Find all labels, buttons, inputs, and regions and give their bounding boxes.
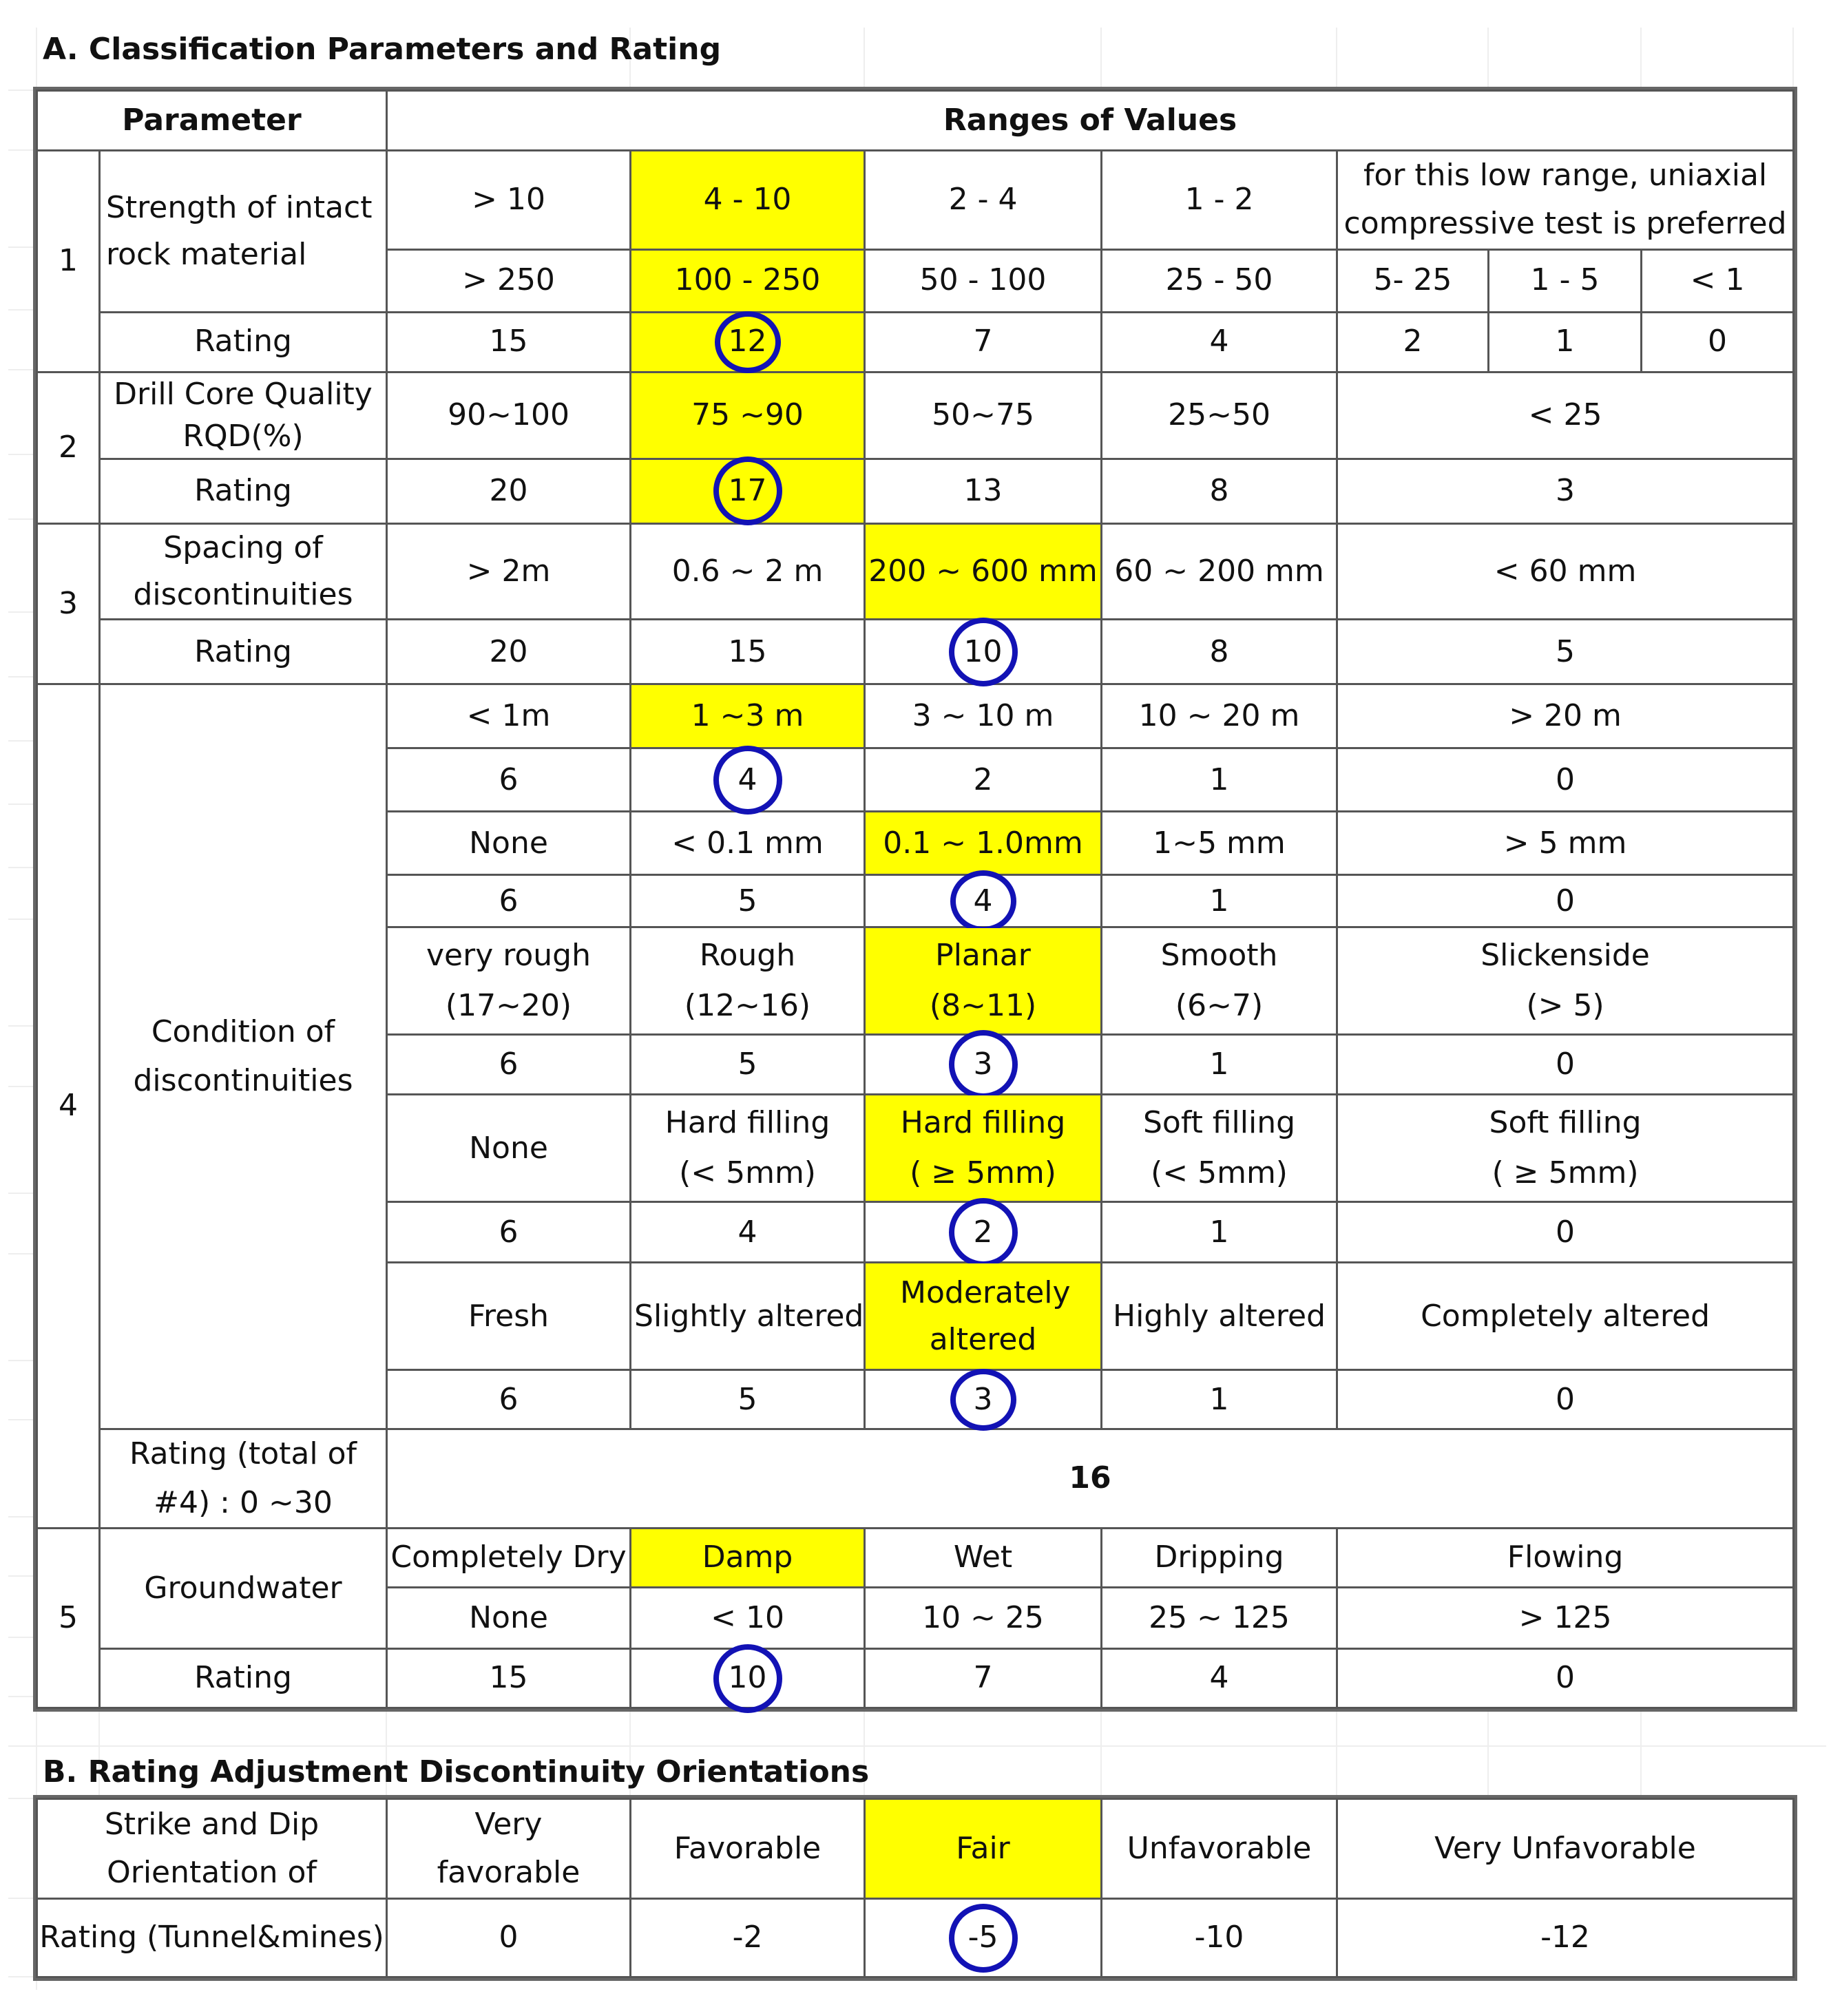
cell: 4 [631, 1202, 865, 1263]
cell-selected [631, 312, 865, 372]
total-row [37, 1429, 1794, 1529]
cell: 5- 25 [1337, 249, 1489, 312]
cell: < 10 [631, 1588, 865, 1649]
cell: 50~75 [865, 372, 1102, 459]
cell: 0 [1337, 1035, 1794, 1095]
selected-rating-circle: 4 [974, 876, 993, 927]
cell: 13 [865, 459, 1102, 523]
cell-selected: Fair [865, 1799, 1102, 1899]
param-number: 4 [37, 684, 100, 1529]
selected-rating-circle: 10 [729, 1653, 767, 1703]
cell-selected: 100 - 250 [631, 249, 865, 312]
cell-selected [865, 1095, 1102, 1202]
cell: 4 [1102, 1649, 1337, 1708]
cell: Dripping [1102, 1529, 1337, 1588]
cell: 1 [1102, 1370, 1337, 1429]
cell [1337, 927, 1794, 1035]
cell: 15 [387, 312, 631, 372]
cell: 1 - 2 [1102, 151, 1337, 250]
orientation-table [36, 1798, 1795, 1978]
cell: Very favorable [387, 1799, 631, 1899]
cell: 1 [1102, 1035, 1337, 1095]
cell-line: Soft filling [1489, 1105, 1642, 1141]
cell-selected [631, 748, 865, 812]
total-value: 16 [387, 1429, 1794, 1529]
cell-line: (17~20) [445, 987, 572, 1023]
param-number: 1 [37, 151, 100, 372]
cell: 5 [1337, 620, 1794, 684]
cell-line: Slickenside [1481, 938, 1650, 974]
cell-selected: Moderately altered [865, 1263, 1102, 1370]
cell: > 125 [1337, 1588, 1794, 1649]
cell-selected [631, 1649, 865, 1708]
cell: Unfavorable [1102, 1799, 1337, 1899]
cell: 1 - 5 [1489, 249, 1642, 312]
cell: Wet [865, 1529, 1102, 1588]
cell: > 250 [387, 249, 631, 312]
cell: 2 [865, 748, 1102, 812]
cell [631, 1095, 865, 1202]
cell: 25 ~ 125 [1102, 1588, 1337, 1649]
rating-row [37, 1649, 1794, 1708]
cell: 1 [1102, 875, 1337, 927]
cell: Favorable [631, 1799, 865, 1899]
cell-selected [865, 620, 1102, 684]
cell: None [387, 1588, 631, 1649]
cell: 0.6 ~ 2 m [631, 523, 865, 619]
param-number: 2 [37, 372, 100, 523]
cell: 8 [1102, 459, 1337, 523]
cell: > 2m [387, 523, 631, 619]
rating-row [37, 620, 1794, 684]
selected-rating-circle: 3 [974, 1040, 993, 1090]
cell: 20 [387, 459, 631, 523]
cell: > 5 mm [1337, 812, 1794, 875]
cell: 6 [387, 875, 631, 927]
cell-selected: 75 ~90 [631, 372, 865, 459]
rating-label: Rating [100, 459, 387, 523]
cell-line: (8~11) [929, 987, 1037, 1023]
rating-label: Rating [100, 312, 387, 372]
cell-selected [865, 1035, 1102, 1095]
cell: None [387, 1095, 631, 1202]
cell: 1~5 mm [1102, 812, 1337, 875]
cell: Fresh [387, 1263, 631, 1370]
cell: 10 ~ 20 m [1102, 684, 1337, 748]
cell [1102, 927, 1337, 1035]
param-name: Drill Core Quality RQD(%) [100, 372, 387, 459]
cell: < 1 [1642, 249, 1794, 312]
cell-line: Smooth [1160, 938, 1278, 974]
cell: 5 [631, 875, 865, 927]
note-cell: for this low range, uniaxial compressive test is preferred [1337, 151, 1794, 250]
cell: 10 ~ 25 [865, 1588, 1102, 1649]
cell-selected [865, 1370, 1102, 1429]
rating-label: Rating [100, 1649, 387, 1708]
cell: > 20 m [1337, 684, 1794, 748]
cell [1337, 1095, 1794, 1202]
cell-selected: 1 ~3 m [631, 684, 865, 748]
cell: Very Unfavorable [1337, 1799, 1794, 1899]
cell-line: Hard filling [665, 1105, 830, 1141]
cell: 2 - 4 [865, 151, 1102, 250]
cell: < 25 [1337, 372, 1794, 459]
cell-line: (> 5) [1526, 987, 1604, 1023]
cell: Flowing [1337, 1529, 1794, 1588]
cell-line: Soft filling [1143, 1105, 1296, 1141]
cell: -2 [631, 1899, 865, 1977]
cell: 1 [1102, 748, 1337, 812]
cell: 50 - 100 [865, 249, 1102, 312]
param-name: Groundwater [100, 1529, 387, 1649]
cell-selected [865, 927, 1102, 1035]
selected-rating-circle: 2 [974, 1208, 993, 1258]
cell: > 10 [387, 151, 631, 250]
cell: 0 [1337, 1649, 1794, 1708]
cell-selected: 0.1 ~ 1.0mm [865, 812, 1102, 875]
cell: Slightly altered [631, 1263, 865, 1370]
cell: -10 [1102, 1899, 1337, 1977]
total-label: Rating (total of #4) : 0 ~30 [100, 1429, 387, 1529]
cell-selected [865, 1899, 1102, 1977]
table-row [37, 372, 1794, 459]
cell: < 1m [387, 684, 631, 748]
cell [1102, 1095, 1337, 1202]
classification-table [36, 90, 1795, 1709]
cell-line: ( ≥ 5mm) [1492, 1155, 1639, 1190]
cell-selected: Damp [631, 1529, 865, 1588]
cell-selected: 200 ~ 600 mm [865, 523, 1102, 619]
rating-row [37, 312, 1794, 372]
cell-line: (12~16) [684, 987, 811, 1023]
cell: None [387, 812, 631, 875]
cell [631, 927, 865, 1035]
cell-line: ( ≥ 5mm) [910, 1155, 1056, 1190]
cell [387, 927, 631, 1035]
cell: Completely altered [1337, 1263, 1794, 1370]
selected-rating-circle: 17 [729, 466, 767, 516]
selected-rating-circle: 4 [738, 755, 757, 806]
cell-selected [865, 875, 1102, 927]
selected-rating-circle: 3 [974, 1375, 993, 1425]
cell: 90~100 [387, 372, 631, 459]
table-row [37, 523, 1794, 619]
rating-label: Rating (Tunnel&mines) [37, 1899, 387, 1977]
cell-line: (6~7) [1175, 987, 1264, 1023]
cell-selected [631, 459, 865, 523]
table-row [37, 684, 1794, 748]
cell: 0 [1642, 312, 1794, 372]
cell: 6 [387, 1202, 631, 1263]
rating-row [37, 1899, 1794, 1977]
rating-row [37, 459, 1794, 523]
table-header-row [37, 91, 1794, 151]
rating-label: Rating [100, 620, 387, 684]
cell: < 60 mm [1337, 523, 1794, 619]
cell: -12 [1337, 1899, 1794, 1977]
table-row [37, 1529, 1794, 1588]
table-row [37, 151, 1794, 250]
ranges-header: Ranges of Values [387, 91, 1794, 151]
cell: 5 [631, 1370, 865, 1429]
cell: 0 [387, 1899, 631, 1977]
cell: 0 [1337, 1370, 1794, 1429]
selected-rating-circle: 12 [729, 317, 767, 367]
cell-line: (< 5mm) [1151, 1155, 1288, 1190]
cell: 6 [387, 748, 631, 812]
cell: 60 ~ 200 mm [1102, 523, 1337, 619]
cell: 20 [387, 620, 631, 684]
cell-line: Planar [935, 938, 1031, 974]
selected-rating-circle: -5 [968, 1913, 998, 1963]
cell: 3 ~ 10 m [865, 684, 1102, 748]
cell: 25~50 [1102, 372, 1337, 459]
cell: 0 [1337, 748, 1794, 812]
cell: 2 [1337, 312, 1489, 372]
cell: < 0.1 mm [631, 812, 865, 875]
param-name: Condition of discontinuities [100, 684, 387, 1429]
cell: 7 [865, 312, 1102, 372]
cell-line: very rough [426, 938, 591, 974]
cell-line: Hard filling [900, 1105, 1066, 1141]
parameter-header: Parameter [37, 91, 387, 151]
cell: 5 [631, 1035, 865, 1095]
row-label: Strike and Dip Orientation of [37, 1799, 387, 1899]
cell: Completely Dry [387, 1529, 631, 1588]
cell: 6 [387, 1370, 631, 1429]
cell: 0 [1337, 1202, 1794, 1263]
table-row [37, 1799, 1794, 1899]
cell-line: Rough [699, 938, 796, 974]
cell: 1 [1102, 1202, 1337, 1263]
cell: 15 [387, 1649, 631, 1708]
cell: 6 [387, 1035, 631, 1095]
param-number: 5 [37, 1529, 100, 1708]
cell-line: (< 5mm) [679, 1155, 816, 1190]
cell: 3 [1337, 459, 1794, 523]
cell: 25 - 50 [1102, 249, 1337, 312]
cell-selected: 4 - 10 [631, 151, 865, 250]
selected-rating-circle: 10 [964, 627, 1003, 678]
param-number: 3 [37, 523, 100, 684]
cell: 0 [1337, 875, 1794, 927]
cell-selected [865, 1202, 1102, 1263]
cell: 8 [1102, 620, 1337, 684]
section-b-title: B. Rating Adjustment Discontinuity Orientations [43, 1754, 870, 1789]
cell: 7 [865, 1649, 1102, 1708]
param-name: Spacing of discontinuities [100, 523, 387, 619]
cell: Highly altered [1102, 1263, 1337, 1370]
cell: 1 [1489, 312, 1642, 372]
param-name: Strength of intact rock material [100, 151, 387, 313]
section-a-title: A. Classification Parameters and Rating [43, 32, 722, 67]
cell: 15 [631, 620, 865, 684]
cell: 4 [1102, 312, 1337, 372]
